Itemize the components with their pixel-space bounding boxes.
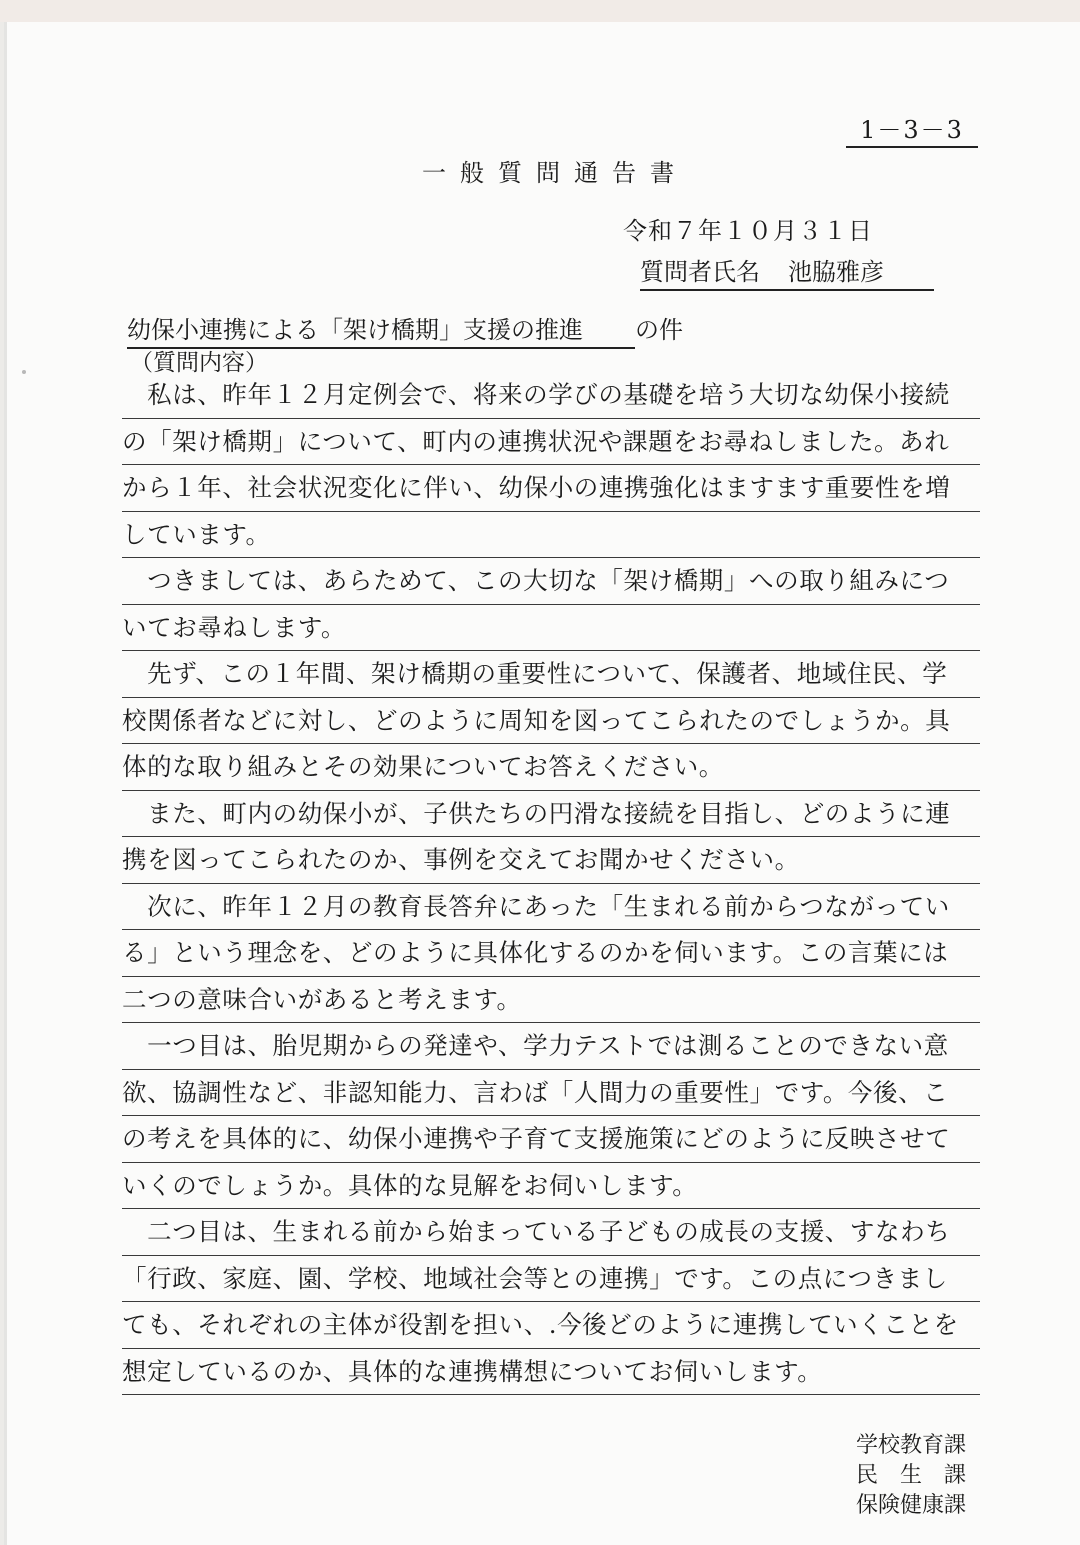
- body-line: 二つ目は、生まれる前から始まっている子どもの成長の支援、すなわち: [122, 1209, 980, 1256]
- department: 保険健康課: [856, 1493, 967, 1518]
- body-line: る」という理念を、どのように具体化するのかを伺います。この言葉には: [122, 930, 980, 977]
- body-line: また、町内の幼保小が、子供たちの円滑な接続を目指し、どのように連: [122, 791, 980, 838]
- body-line: 「行政、家庭、園、学校、地域社会等との連携」です。この点につきまし: [122, 1256, 980, 1303]
- body-line: いくのでしょうか。具体的な見解をお伺いします。: [122, 1163, 980, 1210]
- document-number: 1－3－3: [846, 110, 978, 148]
- question-body: [122, 372, 980, 1395]
- top-margin-band: [0, 0, 1080, 22]
- body-line: から１年、社会状況変化に伴い、幼保小の連携強化はますます重要性を増: [122, 465, 980, 512]
- body-line: 次に、昨年１２月の教育長答弁にあった「生まれる前からつながってい: [122, 884, 980, 931]
- document-date: 令和７年１０月３１日: [623, 217, 873, 245]
- body-line: 校関係者などに対し、どのように周知を図ってこられたのでしょうか。具: [122, 698, 980, 745]
- body-line: 携を図ってこられたのか、事例を交えてお聞かせください。: [122, 837, 980, 884]
- body-line: の考えを具体的に、幼保小連携や子育て支援施策にどのように反映させて: [122, 1116, 980, 1163]
- body-line: 体的な取り組みとその効果についてお答えください。: [122, 744, 980, 791]
- question-subject: 幼保小連携による「架け橋期」支援の推進: [127, 310, 635, 349]
- questioner-line: [640, 252, 934, 291]
- body-line: 一つ目は、胎児期からの発達や、学力テストでは測ることのできない意: [122, 1023, 980, 1070]
- body-line: 二つの意味合いがあると考えます。: [122, 977, 980, 1024]
- body-line: 欲、協調性など、非認知能力、言わば「人間力の重要性」です。今後、こ: [122, 1070, 980, 1117]
- body-line: ても、それぞれの主体が役割を担い、.今後どのように連携していくことを: [122, 1302, 980, 1349]
- question-content-label: （質問内容）: [130, 350, 268, 376]
- scan-speck: [22, 370, 26, 374]
- subject-suffix: の件: [635, 316, 683, 344]
- responsible-departments: [856, 1431, 966, 1521]
- body-line: 先ず、この１年間、架け橋期の重要性について、保護者、地域住民、学: [122, 651, 980, 698]
- department: 学校教育課: [856, 1433, 967, 1458]
- body-line: いてお尋ねします。: [122, 605, 980, 652]
- questioner-label: 質問者氏名: [640, 258, 760, 286]
- document-title: 一般質問通告書: [422, 159, 688, 187]
- body-line: 私は、昨年１２月定例会で、将来の学びの基礎を培う大切な幼保小接続: [122, 372, 980, 419]
- body-line: の「架け橋期」について、町内の連携状況や課題をお尋ねしました。あれ: [122, 419, 980, 466]
- body-line: 想定しているのか、具体的な連携構想についてお伺いします。: [122, 1349, 980, 1396]
- document-page: [4, 22, 1080, 1545]
- questioner-name: 池脇雅彦: [788, 258, 884, 286]
- body-line: しています。: [122, 512, 980, 559]
- department: 民 生 課: [856, 1463, 967, 1488]
- body-line: つきましては、あらためて、この大切な「架け橋期」への取り組みにつ: [122, 558, 980, 605]
